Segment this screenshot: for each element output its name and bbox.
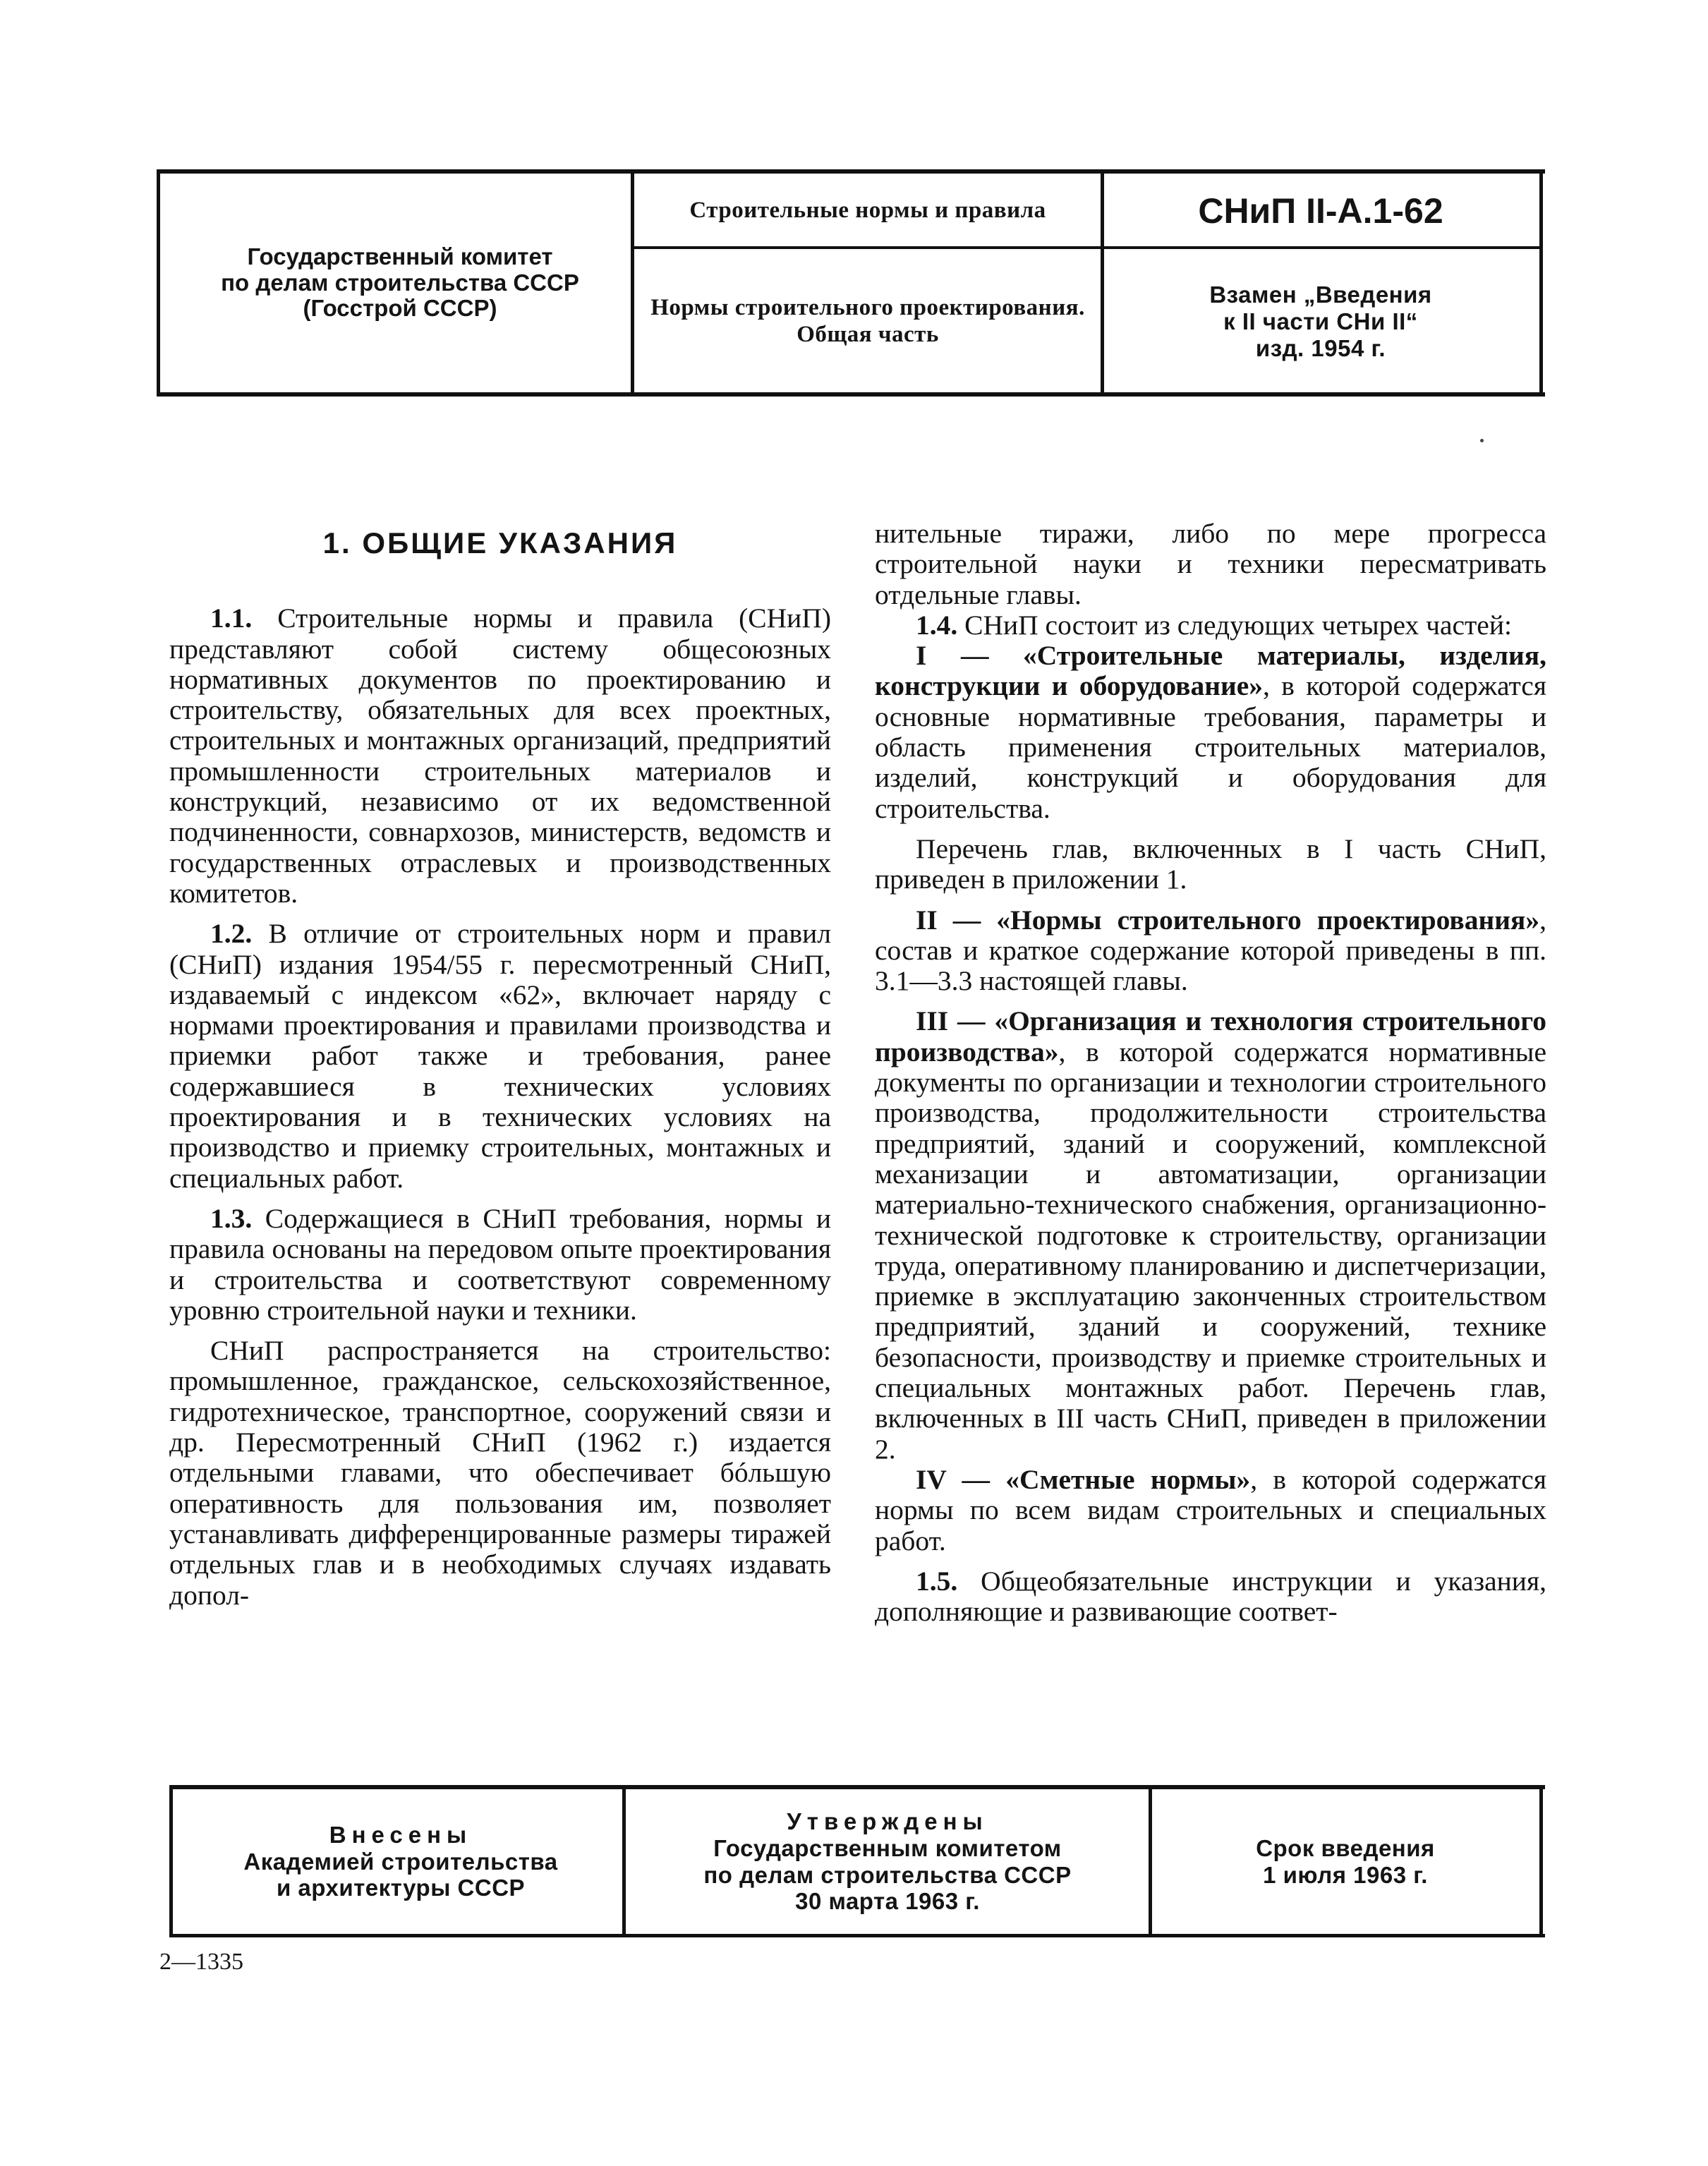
header-subtitle [635, 251, 1101, 392]
document-code: СНиП II-А.1-62 [1198, 190, 1443, 231]
approved-line: по делам строительства СССР [703, 1861, 1072, 1888]
paragraph-number: 1.5. [916, 1565, 958, 1597]
approved-line: Государственным комитетом [713, 1834, 1062, 1861]
subtitle-line: Нормы строительного проектирования. [650, 295, 1085, 321]
header-divider [1101, 174, 1104, 392]
part-2 [875, 905, 1546, 997]
paragraph-1-4 [875, 610, 1546, 641]
part-label: I — «Строительные материалы, изделия, конструкции и оборудование» [875, 640, 1546, 702]
approved-title: Утверждены [787, 1808, 988, 1834]
footer-effective [1151, 1789, 1539, 1934]
org-line: Государственный комитет [247, 243, 553, 270]
submitted-line: Академией строительства [243, 1848, 558, 1875]
org-line: по делам строительства СССР [221, 269, 579, 296]
part-text: , в которой содержатся нормы по всем видам строительных и специальных работ. [875, 1463, 1546, 1556]
part-text: , в которой содержатся основные нормативные требования, параметры и область применения строительных материалов, изделий, конструкций и оборудования для строительства. [875, 670, 1546, 824]
header-title: Строительные нормы и правила [689, 198, 1046, 223]
effective-title: Срок введения [1256, 1834, 1435, 1861]
part-label: III — «Организация и технология строительного производства» [875, 1005, 1546, 1067]
header-organization [164, 174, 636, 392]
footer-table [169, 1785, 1545, 1937]
paragraph-text: В отличие от строительных норм и правил (СНиП) издания 1954/55 г. пересмотренный СНиП, издаваемый с индексом «62», включает наряду с нормами проектирования и правилами производства и приемки работ также и требования, ранее содержавшиеся в технических условиях проектирования и в технических условиях на производство и приемку строительных, монтажных и специальных работ. [169, 918, 831, 1194]
part-text: , в которой содержатся нормативные документы по организации и технологии строительного производства, продолжительности строительства предприятий, зданий и сооружений, комплексной механизации и автоматизации, организации материально-технического снабжения, организационно-технической подготовке к строительству, организации труда, оперативному планированию и диспетчеризации, приемке в эксплуатацию законченных строительством предприятий, зданий и сооружений, технике безопасности, производству и приемке строительных и специальных монтажных работ. Перечень глав, включенных в III часть СНиП, приведен в приложении 2. [875, 1036, 1546, 1465]
left-column [169, 508, 831, 1611]
footer-divider [1539, 1789, 1543, 1934]
replaces-line: Взамен „Введения [1209, 282, 1432, 308]
paragraph-text: Строительные нормы и правила (СНиП) представляют собой систему общесоюзных нормативных документов по проектированию и строительству, обязательных для всех проектных, строительных и монтажных организаций, предприятий промышленности строительных материалов и конструкций, независимо от их ведомственной подчиненности, совнархозов, министерств, ведомств и государственных отраслевых и производственных комитетов. [169, 603, 831, 909]
paragraph-text: СНиП состоит из следующих четырех частей: [957, 609, 1512, 641]
part-4 [875, 1465, 1546, 1556]
effective-date: 1 июля 1963 г. [1263, 1861, 1428, 1888]
part-label: IV — «Сметные нормы» [916, 1463, 1251, 1495]
header-replaces [1106, 251, 1536, 392]
paragraph-number: 1.1. [210, 603, 253, 634]
paragraph-number: 1.2. [210, 918, 253, 950]
header-divider [157, 174, 160, 392]
paragraph-1-2 [169, 919, 831, 1194]
right-column [875, 519, 1546, 1627]
paragraph-text: Содержащиеся в СНиП требования, нормы и правила основаны на передовом опыте проектирования и строительства и соответствуют современному уровню строительной науки и техники. [169, 1202, 831, 1326]
paragraph-1-5 [875, 1566, 1546, 1628]
section-heading: 1. ОБЩИЕ УКАЗАНИЯ [322, 526, 678, 559]
footer-submitted [175, 1789, 626, 1934]
subtitle-line: Общая часть [797, 322, 939, 347]
replaces-line: изд. 1954 г. [1255, 334, 1386, 361]
approved-date: 30 марта 1963 г. [795, 1888, 980, 1915]
paragraph-continued: нительные тиражи, либо по мере прогресса строительной науки и техники пересматривать отдельные главы. [875, 518, 1546, 610]
paragraph-scope: СНиП распространяется на строительство: промышленное, гражданское, сельскохозяйственное, гидротехническое, транспортное, сооружений связи и др. Пересмотренный СНиП (1962 г.) издается отдельными главами, что обеспечивает бóльшую оперативность для пользования им, позволяет устанавливать дифференцированные размеры тиражей отдельных глав и в необходимых случаях издавать допол- [169, 1335, 831, 1611]
part-1-list-note: Перечень глав, включенных в I часть СНиП, приведен в приложении 1. [875, 833, 1546, 895]
print-speck [1480, 439, 1484, 442]
print-code: 2—1335 [159, 1949, 243, 1975]
replaces-line: к II части СНи II“ [1223, 308, 1418, 335]
submitted-title: Внесены [329, 1821, 473, 1848]
part-3 [875, 1006, 1546, 1464]
paragraph-1-3 [169, 1204, 831, 1326]
submitted-line: и архитектуры СССР [276, 1875, 526, 1901]
org-line: (Госстрой СССР) [303, 295, 497, 322]
footer-approved [626, 1789, 1149, 1934]
footer-divider [169, 1789, 173, 1934]
paragraph-number: 1.4. [916, 609, 958, 641]
paragraph-1-1 [169, 603, 831, 909]
header-divider [1539, 174, 1543, 392]
part-1 [875, 641, 1546, 824]
paragraph-text: Общеобязательные инструкции и указания, дополняющие и развивающие соответ- [875, 1565, 1546, 1628]
paragraph-number: 1.3. [210, 1202, 253, 1234]
part-text: , состав и краткое содержание которой приведены в пп. 3.1—3.3 настоящей главы. [875, 904, 1546, 997]
part-label: II — «Нормы строительного проектирования» [916, 904, 1540, 936]
header-table [157, 169, 1545, 397]
